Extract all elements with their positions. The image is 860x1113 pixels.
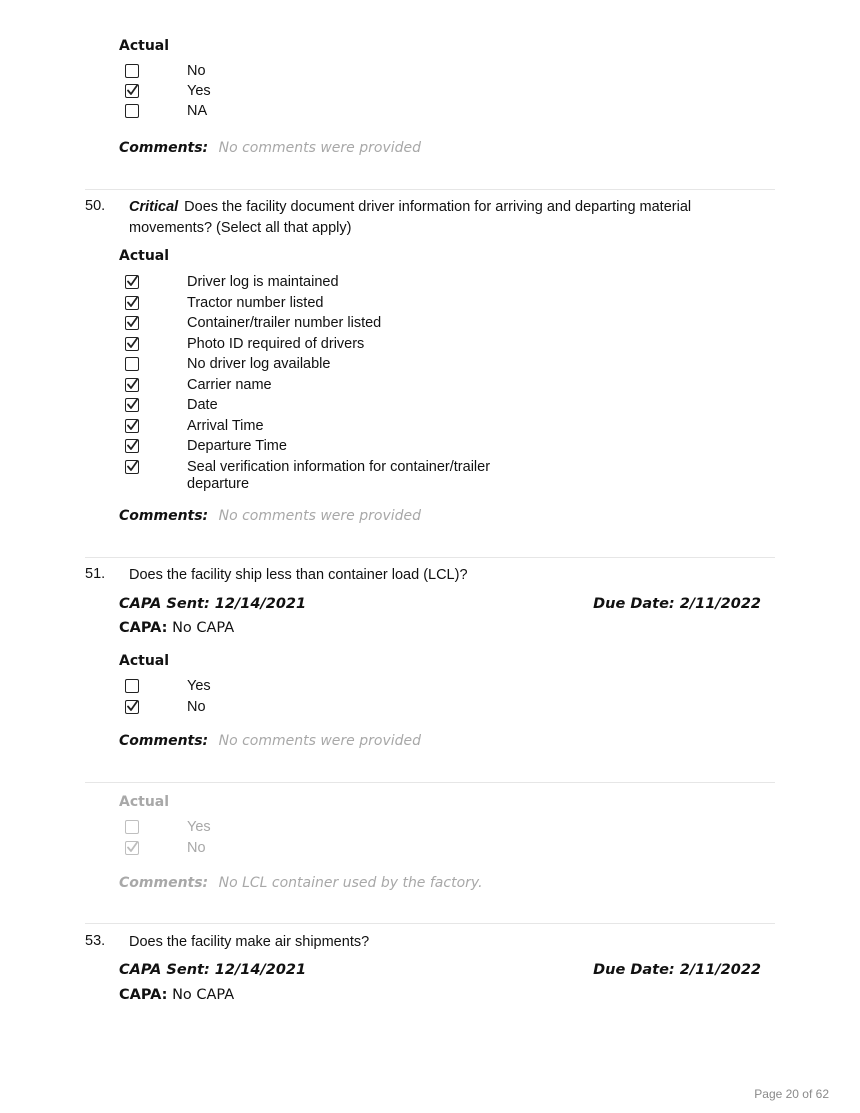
option-label: Date — [187, 397, 218, 413]
option-label: Departure Time — [187, 438, 287, 454]
capa-value: No CAPA — [172, 620, 235, 636]
section-divider — [85, 557, 775, 558]
section-divider — [85, 923, 775, 924]
critical-tag: Critical — [129, 199, 179, 215]
comments-label: Comments: — [119, 508, 209, 524]
checkbox-checked-icon — [125, 84, 139, 98]
capa-value: No CAPA — [172, 987, 235, 1003]
section-divider — [85, 782, 775, 783]
checkbox-checked-icon — [125, 700, 139, 714]
capa-sent: CAPA Sent: 12/14/2021 — [119, 596, 307, 612]
option-label: Yes — [187, 678, 211, 694]
page-number: Page 20 of 62 — [754, 1087, 829, 1101]
option-label: Tractor number listed — [187, 294, 324, 311]
actual-label: Actual — [119, 653, 170, 669]
question-body: Does the facility document driver information for arriving and departing material movements? (Select all that apply) — [129, 199, 692, 236]
option-label: Photo ID required of drivers — [187, 335, 365, 352]
checkbox-checked-icon — [125, 841, 139, 855]
question-text: Does the facility ship less than container load (LCL)? — [129, 567, 468, 583]
question-number: 51. — [85, 566, 106, 582]
checkbox-unchecked-icon — [125, 64, 139, 78]
due-date: Due Date: 2/11/2022 — [593, 962, 761, 978]
option-label: No — [187, 840, 206, 856]
comments-text: No LCL container used by the factory. — [218, 875, 483, 891]
checkbox-checked-icon — [125, 296, 139, 310]
comments-row — [119, 733, 421, 749]
checkbox-unchecked-icon — [125, 820, 139, 834]
option-label: No — [187, 699, 206, 715]
comments-label: Comments: — [119, 733, 209, 749]
checkbox-checked-icon — [125, 460, 139, 474]
actual-label: Actual — [119, 38, 170, 54]
capa-label: CAPA: — [119, 987, 168, 1003]
question-text — [129, 197, 729, 239]
checkbox-checked-icon — [125, 398, 139, 412]
capa-sent: CAPA Sent: 12/14/2021 — [119, 962, 307, 978]
checkbox-checked-icon — [125, 378, 139, 392]
actual-label: Actual — [119, 248, 170, 264]
option-label: Container/trailer number listed — [187, 315, 382, 331]
option-label: No — [187, 63, 206, 79]
question-number: 50. — [85, 198, 106, 214]
option-label: No driver log available — [187, 356, 331, 372]
option-label: Driver log is maintained — [187, 274, 339, 290]
checkbox-unchecked-icon — [125, 679, 139, 693]
checkbox-checked-icon — [125, 316, 139, 330]
option-label: Yes — [187, 819, 211, 835]
comments-text: No comments were provided — [218, 508, 422, 524]
capa-label: CAPA: — [119, 620, 168, 636]
checkbox-unchecked-icon — [125, 104, 139, 118]
checkbox-checked-icon — [125, 419, 139, 433]
checkbox-checked-icon — [125, 275, 139, 289]
comments-text: No comments were provided — [218, 733, 422, 749]
checkbox-unchecked-icon — [125, 357, 139, 371]
option-label: Yes — [187, 83, 211, 99]
comments-row — [119, 140, 421, 156]
comments-row — [119, 508, 421, 524]
option-label: Carrier name — [187, 376, 272, 393]
comments-label: Comments: — [119, 875, 209, 891]
capa-row — [119, 620, 234, 636]
checkbox-checked-icon — [125, 337, 139, 351]
option-label: Seal verification information for container/trailer departure — [187, 458, 491, 492]
section-divider — [85, 189, 775, 190]
checkbox-checked-icon — [125, 439, 139, 453]
option-label: NA — [187, 103, 208, 119]
due-date: Due Date: 2/11/2022 — [593, 596, 761, 612]
capa-row — [119, 987, 234, 1003]
comments-label: Comments: — [119, 140, 209, 156]
comments-text: No comments were provided — [218, 140, 422, 156]
option-label: Arrival Time — [187, 417, 264, 434]
comments-row — [119, 875, 483, 891]
question-number: 53. — [85, 933, 106, 949]
question-text: Does the facility make air shipments? — [129, 934, 370, 950]
actual-label: Actual — [119, 794, 170, 810]
